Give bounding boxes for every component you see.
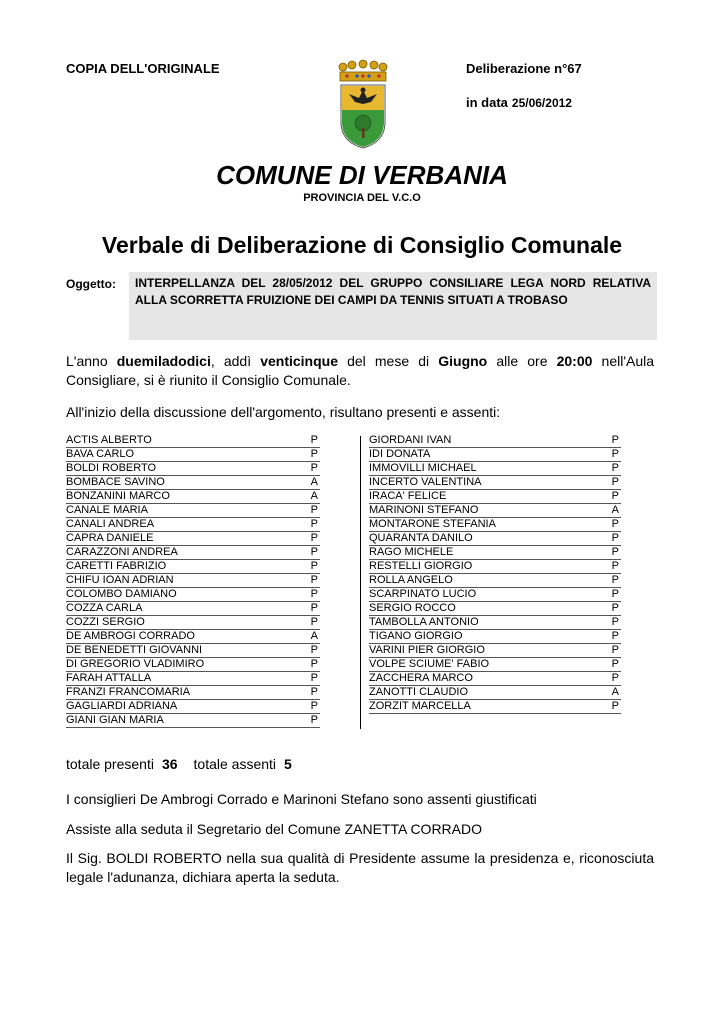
- attendance-status: P: [611, 518, 619, 530]
- councillor-row: [369, 560, 621, 574]
- secretary-paragraph: Assiste alla seduta il Segretario del Comune ZANETTA CORRADO: [66, 821, 483, 837]
- councillor-name: VOLPE SCIUME' FABIO: [369, 658, 490, 670]
- attendance-status: P: [611, 476, 619, 488]
- attendance-status: P: [611, 434, 619, 446]
- councillor-row: [369, 700, 621, 714]
- councillor-name: INCERTO VALENTINA: [369, 476, 482, 488]
- councillor-name: TAMBOLLA ANTONIO: [369, 616, 479, 628]
- anno-day: venticinque: [260, 353, 338, 369]
- anno-t5: nell'Aula Consigliare, si è riunito il Consiglio Comunale.: [66, 353, 655, 388]
- attendance-intro: All'inizio della discussione dell'argomento, risultano presenti e assenti:: [66, 404, 501, 420]
- attendance-status: P: [310, 532, 318, 544]
- page-title: COMUNE DI VERBANIA: [216, 160, 508, 190]
- attendance-status: P: [310, 602, 318, 614]
- councillor-name: COLOMBO DAMIANO: [66, 588, 177, 600]
- councillor-row: [369, 672, 621, 686]
- councillor-name: CARAZZONI ANDREA: [66, 546, 178, 558]
- councillor-name: COZZA CARLA: [66, 602, 143, 614]
- councillor-row: [369, 686, 621, 700]
- attendance-status: P: [611, 448, 619, 460]
- councillor-name: QUARANTA DANILO: [369, 532, 473, 544]
- councillor-name: MARINONI STEFANO: [369, 504, 479, 516]
- councillor-row: [66, 658, 320, 672]
- councillor-name: DE AMBROGI CORRADO: [66, 630, 195, 642]
- attendance-status: P: [310, 644, 318, 656]
- councillor-row: [66, 476, 320, 490]
- attendance-status: P: [310, 518, 318, 530]
- deliberation-date: [466, 95, 572, 110]
- attendance-status: P: [310, 434, 318, 446]
- attendance-status: P: [310, 686, 318, 698]
- councillor-row: [369, 574, 621, 588]
- attendance-list-right: [369, 434, 621, 714]
- attendance-status: P: [310, 672, 318, 684]
- attendance-status: P: [611, 644, 619, 656]
- attendance-status: P: [310, 560, 318, 572]
- attendance-status: P: [310, 574, 318, 586]
- councillor-name: SERGIO ROCCO: [369, 602, 456, 614]
- councillor-row: [66, 490, 320, 504]
- attendance-status: A: [310, 490, 318, 502]
- councillor-row: [369, 644, 621, 658]
- session-paragraph: [66, 352, 654, 390]
- attendance-status: P: [611, 672, 619, 684]
- councillor-row: [369, 448, 621, 462]
- attendance-status: A: [310, 630, 318, 642]
- councillor-name: DE BENEDETTI GIOVANNI: [66, 644, 203, 656]
- attendance-status: P: [310, 714, 318, 726]
- councillor-name: ACTIS ALBERTO: [66, 434, 152, 446]
- councillor-name: GIANI GIAN MARIA: [66, 714, 164, 726]
- councillor-name: BOLDI ROBERTO: [66, 462, 157, 474]
- anno-year: duemiladodici: [116, 353, 211, 369]
- councillor-row: [66, 546, 320, 560]
- attendance-status: P: [310, 462, 318, 474]
- councillor-row: [66, 588, 320, 602]
- attendance-status: A: [611, 504, 619, 516]
- attendance-status: P: [310, 616, 318, 628]
- councillor-row: [66, 532, 320, 546]
- councillor-row: [369, 490, 621, 504]
- councillor-name: ZORZIT MARCELLA: [369, 700, 471, 712]
- councillor-name: DI GREGORIO VLADIMIRO: [66, 658, 205, 670]
- councillor-name: COZZI SERGIO: [66, 616, 145, 628]
- councillor-row: [369, 504, 621, 518]
- councillor-name: TIGANO GIORGIO: [369, 630, 463, 642]
- councillor-row: [66, 686, 320, 700]
- total-present-label: totale presenti: [66, 756, 154, 772]
- councillor-name: CANALE MARIA: [66, 504, 148, 516]
- councillor-name: BOMBACE SAVINO: [66, 476, 165, 488]
- attendance-status: P: [611, 700, 619, 712]
- councillor-name: FRANZI FRANCOMARIA: [66, 686, 191, 698]
- document-title: Verbale di Deliberazione di Consiglio Comunale: [101, 232, 623, 258]
- attendance-status: P: [611, 616, 619, 628]
- attendance-status: P: [310, 658, 318, 670]
- councillor-row: [66, 616, 320, 630]
- anno-month: Giugno: [438, 353, 488, 369]
- councillor-row: [369, 434, 621, 448]
- councillor-name: MONTARONE STEFANIA: [369, 518, 496, 530]
- anno-t2: , addì: [210, 353, 261, 369]
- attendance-status: P: [310, 448, 318, 460]
- attendance-status: P: [611, 560, 619, 572]
- attendance-status: P: [611, 658, 619, 670]
- councillor-row: [369, 462, 621, 476]
- councillor-row: [369, 532, 621, 546]
- councillor-row: [66, 644, 320, 658]
- councillor-name: IRACA' FELICE: [369, 490, 447, 502]
- councillor-name: CARETTI FABRIZIO: [66, 560, 167, 572]
- councillor-name: FARAH ATTALLA: [66, 672, 152, 684]
- attendance-list-left: [66, 434, 320, 728]
- attendance-totals: [66, 756, 308, 772]
- attendance-status: P: [310, 588, 318, 600]
- attendance-status: P: [611, 490, 619, 502]
- attendance-status: P: [310, 546, 318, 558]
- attendance-status: P: [611, 532, 619, 544]
- attendance-status: A: [611, 686, 619, 698]
- date-value: 25/06/2012: [511, 96, 572, 110]
- total-absent-label: totale assenti: [193, 756, 277, 772]
- councillor-row: [66, 434, 320, 448]
- councillor-row: [369, 588, 621, 602]
- column-divider: [360, 436, 361, 729]
- deliberation-number: Deliberazione n°67: [466, 61, 582, 76]
- province-subtitle: PROVINCIA DEL V.C.O: [303, 192, 421, 204]
- councillor-row: [369, 602, 621, 616]
- councillor-name: VARINI PIER GIORGIO: [369, 644, 485, 656]
- attendance-status: P: [611, 630, 619, 642]
- councillor-row: [66, 602, 320, 616]
- attendance-status: P: [611, 588, 619, 600]
- councillor-row: [66, 630, 320, 644]
- councillor-row: [369, 546, 621, 560]
- councillor-name: BONZANINI MARCO: [66, 490, 170, 502]
- president-paragraph: Il Sig. BOLDI ROBERTO nella sua qualità di Presidente assume la presidenza e, riconosciuta legale l'adunanza, dichiara aperta la seduta.: [66, 850, 654, 885]
- councillor-row: [66, 462, 320, 476]
- attendance-status: P: [310, 504, 318, 516]
- councillor-row: [66, 672, 320, 686]
- councillor-row: [66, 574, 320, 588]
- anno-t1: L'anno: [66, 353, 117, 369]
- councillor-name: ZANOTTI CLAUDIO: [369, 686, 469, 698]
- anno-t3: del mese di: [338, 353, 439, 369]
- councillor-name: IDI DONATA: [369, 448, 431, 460]
- subject-label: Oggetto:: [66, 277, 116, 291]
- coat-of-arms-icon: [335, 58, 391, 150]
- councillor-row: [66, 700, 320, 714]
- anno-time: 20:00: [556, 353, 593, 369]
- total-absent-value: 5: [284, 756, 292, 772]
- councillor-name: CANALI ANDREA: [66, 518, 155, 530]
- councillor-name: GAGLIARDI ADRIANA: [66, 700, 178, 712]
- councillor-name: IMMOVILLI MICHAEL: [369, 462, 477, 474]
- councillor-name: CHIFU IOAN ADRIAN: [66, 574, 174, 586]
- councillor-name: GIORDANI IVAN: [369, 434, 452, 446]
- councillor-row: [66, 448, 320, 462]
- councillor-name: CAPRA DANIELE: [66, 532, 154, 544]
- councillor-row: [66, 518, 320, 532]
- councillor-row: [369, 658, 621, 672]
- councillor-row: [369, 476, 621, 490]
- councillor-row: [369, 518, 621, 532]
- councillor-name: RAGO MICHELE: [369, 546, 454, 558]
- attendance-status: P: [611, 574, 619, 586]
- total-present-value: 36: [161, 756, 178, 772]
- attendance-status: P: [611, 462, 619, 474]
- subject-text: INTERPELLANZA DEL 28/05/2012 DEL GRUPPO CONSILIARE LEGA NORD RELATIVA ALLA SCORRETTA FRUIZIONE DEI CAMPI DA TENNIS SITUATI A TROBASO: [129, 272, 657, 340]
- councillor-name: ZACCHERA MARCO: [369, 672, 473, 684]
- attendance-status: P: [310, 700, 318, 712]
- councillor-name: SCARPINATO LUCIO: [369, 588, 477, 600]
- councillor-name: ROLLA ANGELO: [369, 574, 453, 586]
- councillor-name: RESTELLI GIORGIO: [369, 560, 473, 572]
- attendance-status: P: [611, 602, 619, 614]
- attendance-status: P: [611, 546, 619, 558]
- councillor-row: [66, 560, 320, 574]
- attendance-status: A: [310, 476, 318, 488]
- date-label: in data: [466, 95, 508, 110]
- councillor-row: [66, 714, 320, 728]
- justified-absence-paragraph: I consiglieri De Ambrogi Corrado e Marinoni Stefano sono assenti giustificati: [66, 791, 537, 807]
- anno-t4: alle ore: [487, 353, 557, 369]
- copy-label: COPIA DELL'ORIGINALE: [66, 61, 220, 76]
- councillor-row: [66, 504, 320, 518]
- councillor-name: BAVA CARLO: [66, 448, 135, 460]
- councillor-row: [369, 630, 621, 644]
- councillor-row: [369, 616, 621, 630]
